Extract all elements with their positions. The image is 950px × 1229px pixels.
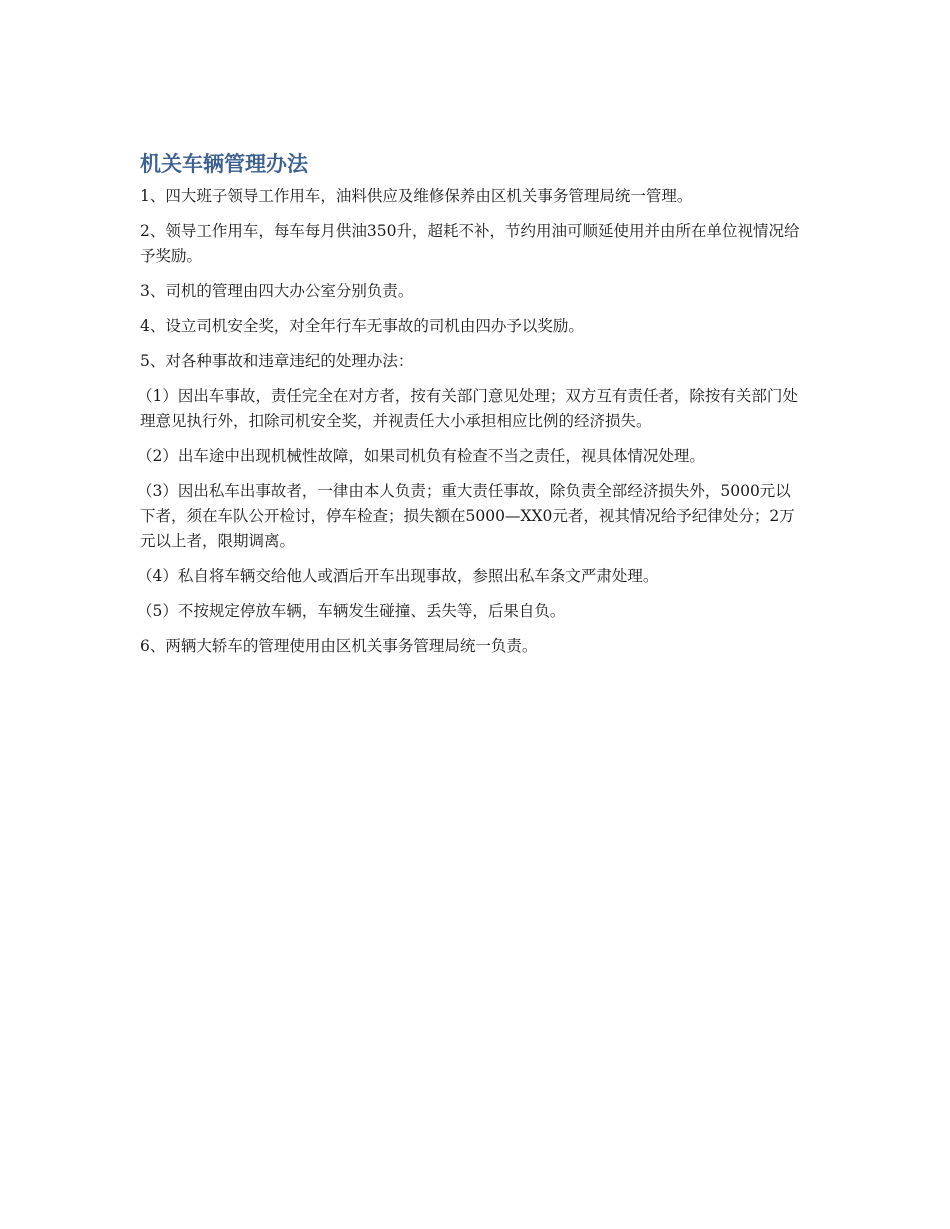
paragraph-1: 1、四大班子领导工作用车，油料供应及维修保养由区机关事务管理局统一管理。 [140, 187, 693, 205]
sub-item-5: （5）不按规定停放车辆，车辆发生碰撞、丢失等，后果自负。 [137, 602, 566, 620]
paragraph-2: 2、领导工作用车，每车每月供油350升，超耗不补，节约用油可顺延使用并由所在单位视情况给予奖励。 [140, 222, 800, 265]
paragraph-5: 5、对各种事故和违章违纪的处理办法： [140, 352, 414, 370]
sub-item-1: （1）因出车事故，责任完全在对方者，按有关部门意见处理；双方互有责任者，除按有关部门处理意见执行外，扣除司机安全奖，并视责任大小承担相应比例的经济损失。 [137, 387, 798, 430]
document-title: 机关车辆管理办法 [140, 152, 308, 176]
paragraph-6: 6、两辆大轿车的管理使用由区机关事务管理局统一负责。 [140, 637, 538, 655]
paragraph-3: 3、司机的管理由四大办公室分别负责。 [140, 282, 414, 300]
paragraph-4: 4、设立司机安全奖，对全年行车无事故的司机由四办予以奖励。 [140, 317, 584, 335]
sub-item-2: （2）出车途中出现机械性故障，如果司机负有检查不当之责任，视具体情况处理。 [137, 447, 705, 465]
sub-item-4: （4）私自将车辆交给他人或酒后开车出现事故，参照出私车条文严肃处理。 [137, 567, 659, 585]
sub-item-3: （3）因出私车出事故者，一律由本人负责；重大责任事故，除负责全部经济损失外，5000元以下者，须在车队公开检讨，停车检查；损失额在5000—XX0元者，视其情况给予纪律处分；2万元以上者，限期调离。 [137, 482, 795, 550]
document-body [137, 150, 802, 669]
